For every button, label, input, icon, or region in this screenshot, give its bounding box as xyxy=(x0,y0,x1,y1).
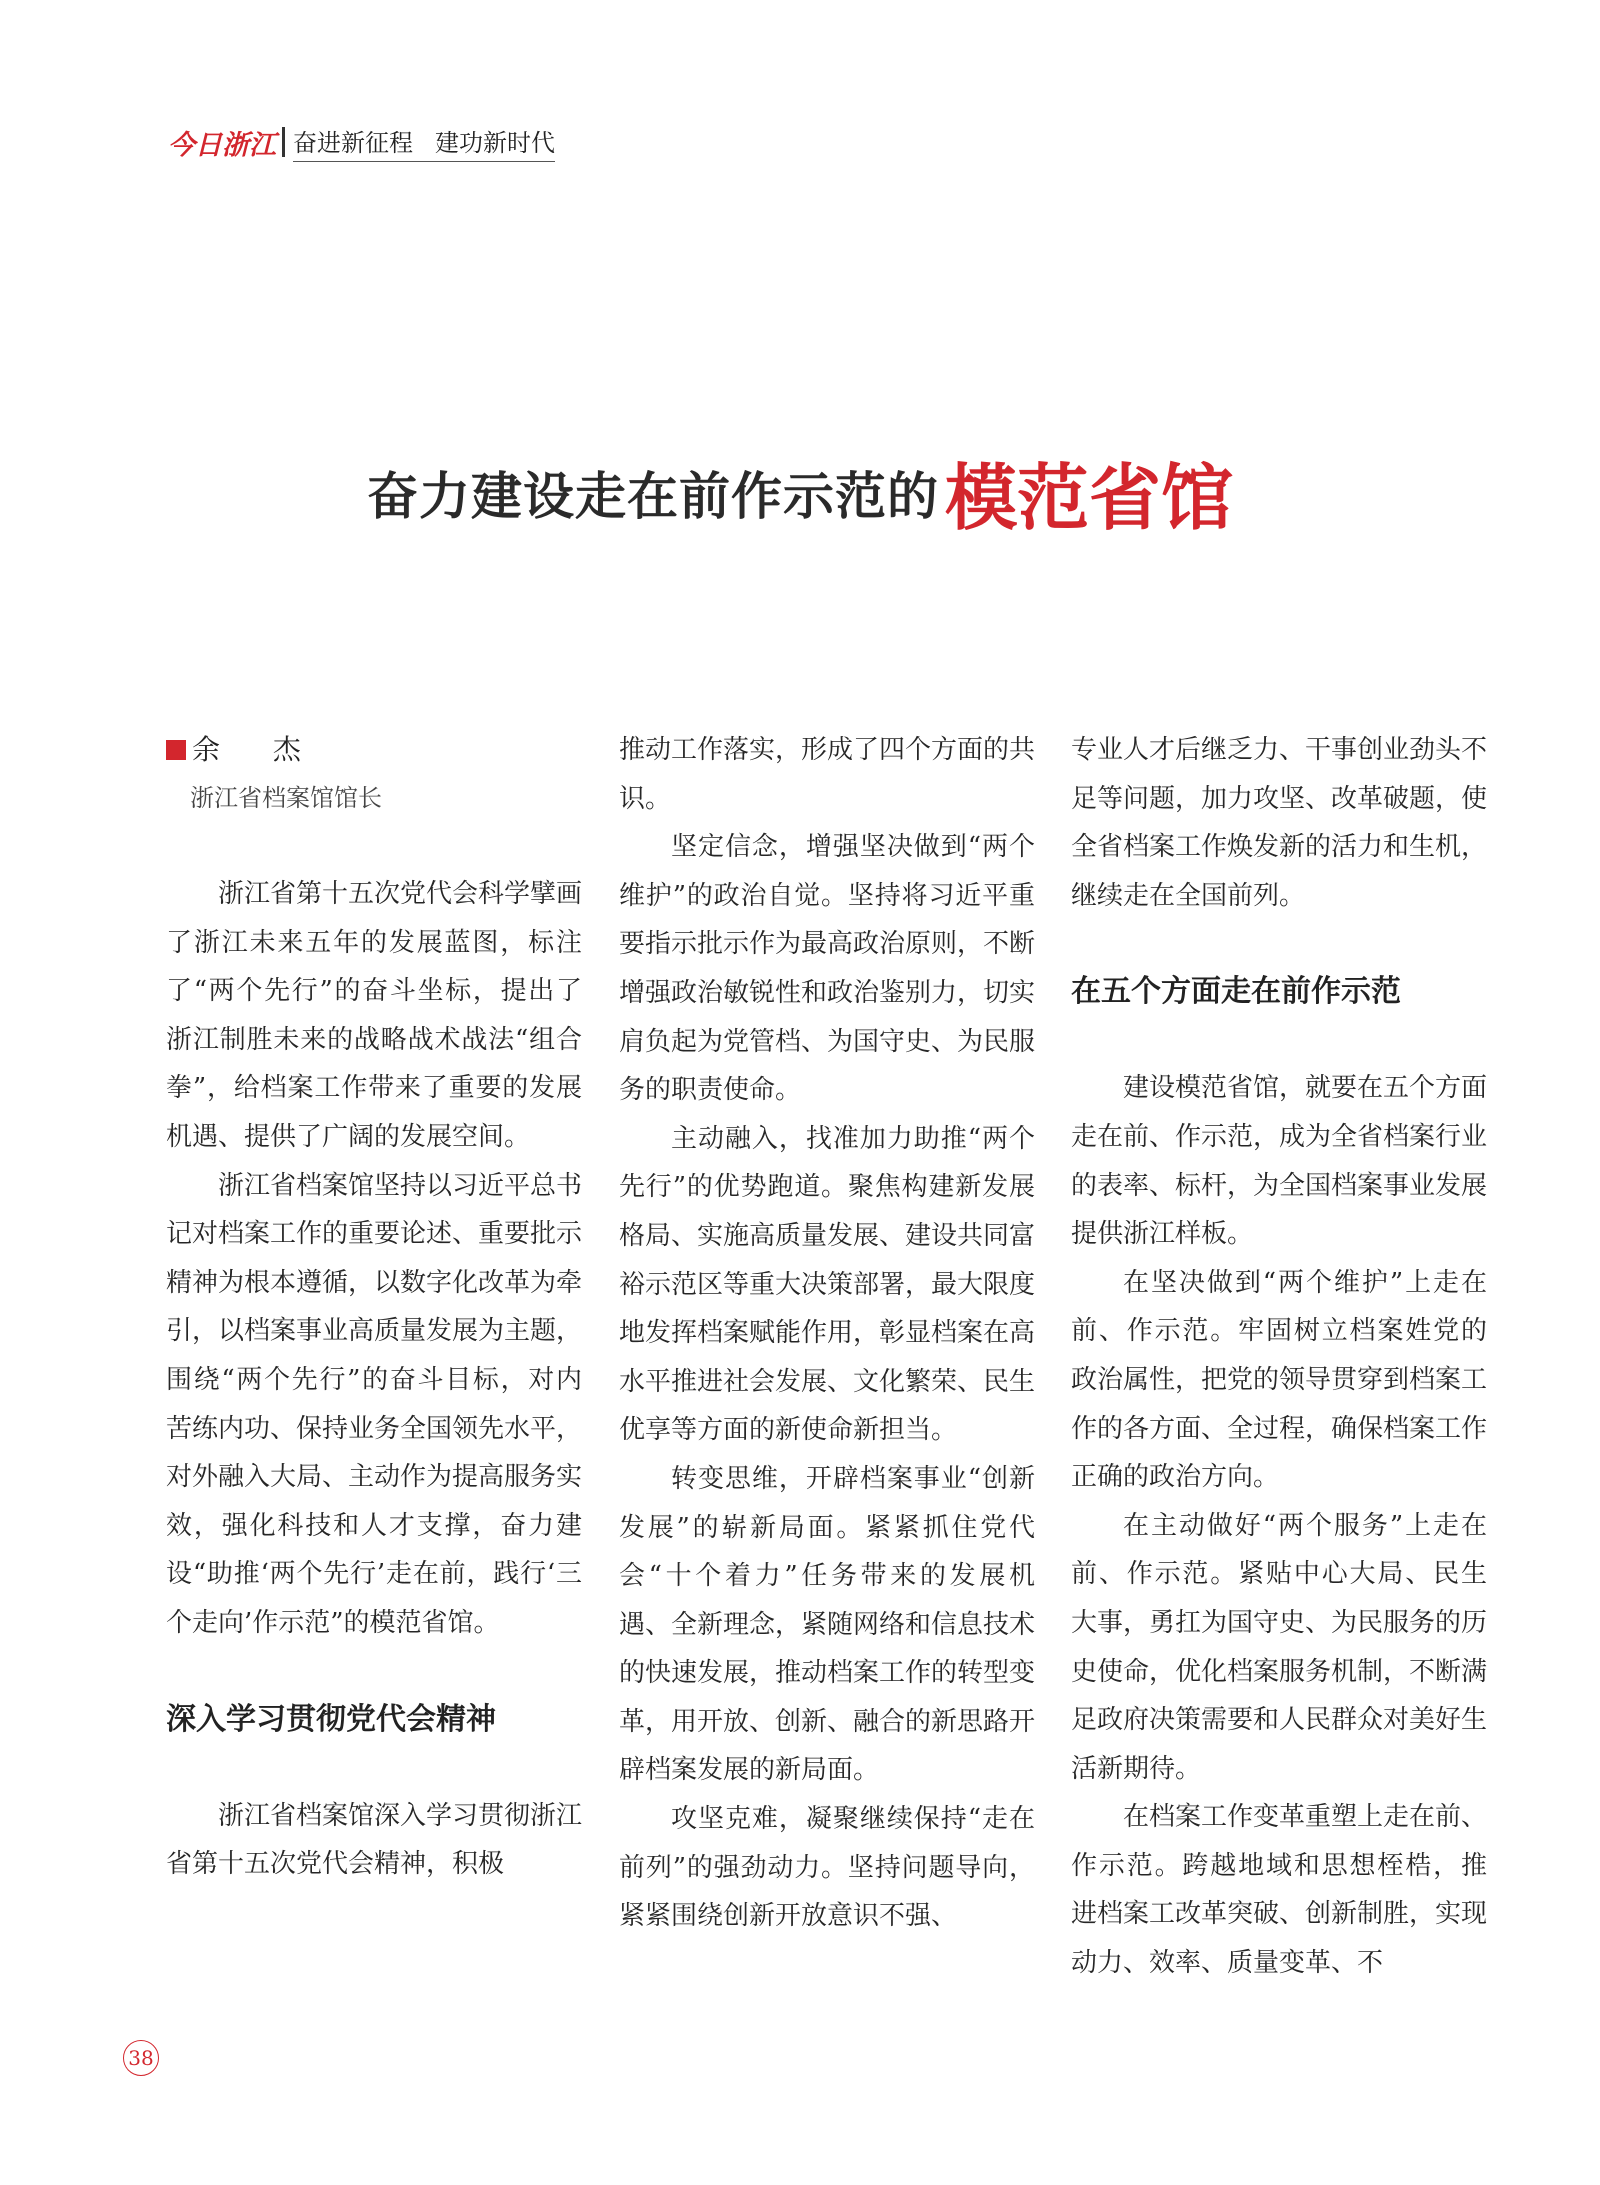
title-main: 奋力建设走在前作示范的 xyxy=(366,467,939,527)
paragraph xyxy=(619,823,1035,1115)
keypoint-text: 牢固树立档案姓党的政治属性，把党的领导贯穿到档案工作的各方面、全过程，确保档案工作正确的政治方向。 xyxy=(1071,1316,1488,1493)
keypoint-text: 坚持问题导向，紧紧围绕创新开放意识不强、 xyxy=(619,1852,1035,1932)
paragraph: 专业人才后继乏力、干事创业劲头不足等问题，加力攻坚、改革破题，使全省档案工作焕发新的活力和生机，继续走在全国前列。 xyxy=(1071,735,1488,911)
slogan-part-1: 奋进新征程 xyxy=(293,128,413,157)
keypoint-text: 聚焦构建新发展格局、实施高质量发展、建设共同富裕示范区等重大决策部署，最大限度地发挥档案赋能作用，彰显档案在高水平推进社会发展、文化繁荣、民生优享等方面的新使命新担当。 xyxy=(619,1172,1036,1446)
keypoint-lead: 攻坚克难，凝聚继续保持“走在前列”的强劲动力。 xyxy=(619,1804,1035,1883)
keypoint-lead: 转变思维，开辟档案事业“创新发展”的崭新局面。 xyxy=(619,1463,1035,1543)
keypoint-lead: 在主动做好“两个服务”上走在前、作示范。 xyxy=(1071,1510,1487,1590)
paragraph: 浙江省档案馆坚持以习近平总书记对档案工作的重要论述、重要批示精神为根本遵循，以数字化改革为牵引，以档案事业高质量发展为主题，围绕“两个先行”的奋斗目标，对内苦练内功、保持业务全国领先水平，对外融入大局、主动作为提高服务实效，强化科技和人才支撑，奋力建设“助推‘两个先行’走在前，践行‘三个走向’作示范”的模范省馆。 xyxy=(166,1170,583,1638)
column-2 xyxy=(619,726,1035,1941)
keypoint-lead: 主动融入，找准加力助推“两个先行”的优势跑道。 xyxy=(619,1123,1035,1203)
slogan-part-2: 建功新时代 xyxy=(435,128,555,157)
paragraph xyxy=(619,1795,1035,1941)
keypoint-text: 坚持将习近平重要指示批示作为最高政治原则，不断增强政治敏锐性和政治鉴别力，切实肩负起为党管档、为国守史、为民服务的职责使命。 xyxy=(619,880,1036,1106)
author-line xyxy=(166,726,582,774)
paragraph xyxy=(619,1115,1035,1455)
keypoint-text: 紧紧抓住党代会“十个着力”任务带来的发展机遇、全新理念，紧随网络和信息技术的快速发展，推动档案工作的转型变革，用开放、创新、融合的新思路开辟档案发展的新局面。 xyxy=(619,1512,1036,1786)
column-3 xyxy=(1071,726,1487,1988)
paragraph xyxy=(619,1455,1035,1795)
paragraph: 浙江省第十五次党代会科学擘画了浙江未来五年的发展蓝图，标注了“两个先行”的奋斗坐标，提出了浙江制胜未来的战略战术战法“组合拳”，给档案工作带来了重要的发展机遇、提供了广阔的发展空间。 xyxy=(166,879,583,1152)
paragraph: 浙江省档案馆深入学习贯彻浙江省第十五次党代会精神，积极 xyxy=(166,1800,583,1880)
column-1 xyxy=(166,726,582,1889)
article-title xyxy=(0,440,1600,544)
magazine-logo: 今日浙江 xyxy=(168,129,276,161)
author-name: 余 杰 xyxy=(192,732,323,766)
header-divider xyxy=(282,127,285,157)
keypoint-lead: 坚定信念，增强坚决做到“两个维护”的政治自觉。 xyxy=(619,832,1035,911)
author-position: 浙江省档案馆馆长 xyxy=(190,784,382,812)
page-number: 38 xyxy=(123,2040,159,2076)
paragraph: 推动工作落实，形成了四个方面的共识。 xyxy=(619,735,1036,814)
keypoint-lead: 在坚决做到“两个维护”上走在前、作示范。 xyxy=(1071,1267,1487,1347)
keypoint-text: 紧贴中心大局、民生大事，勇扛为国守史、为民服务的历史使命，优化档案服务机制，不断满足政府决策需要和人民群众对美好生活新期待。 xyxy=(1071,1559,1488,1784)
title-accent: 模范省馆 xyxy=(945,456,1234,540)
author-marker xyxy=(166,740,186,760)
section-heading: 深入学习贯彻党代会精神 xyxy=(166,1701,496,1737)
paragraph xyxy=(1071,1259,1487,1502)
page-header xyxy=(168,124,555,160)
section-heading: 在五个方面走在前作示范 xyxy=(1071,974,1401,1010)
paragraph xyxy=(1071,1793,1487,1987)
keypoint-lead: 在档案工作变革重塑上走在前、作示范。 xyxy=(1071,1802,1488,1881)
paragraph xyxy=(1071,1502,1487,1794)
section-slogan xyxy=(293,123,555,162)
keypoint-text: 跨越地域和思想桎梏，推进档案工改革突破、创新制胜，实现动力、效率、质量变革、不 xyxy=(1071,1850,1488,1979)
paragraph: 建设模范省馆，就要在五个方面走在前、作示范，成为全省档案行业的表率、标杆，为全国档案事业发展提供浙江样板。 xyxy=(1071,1073,1488,1250)
